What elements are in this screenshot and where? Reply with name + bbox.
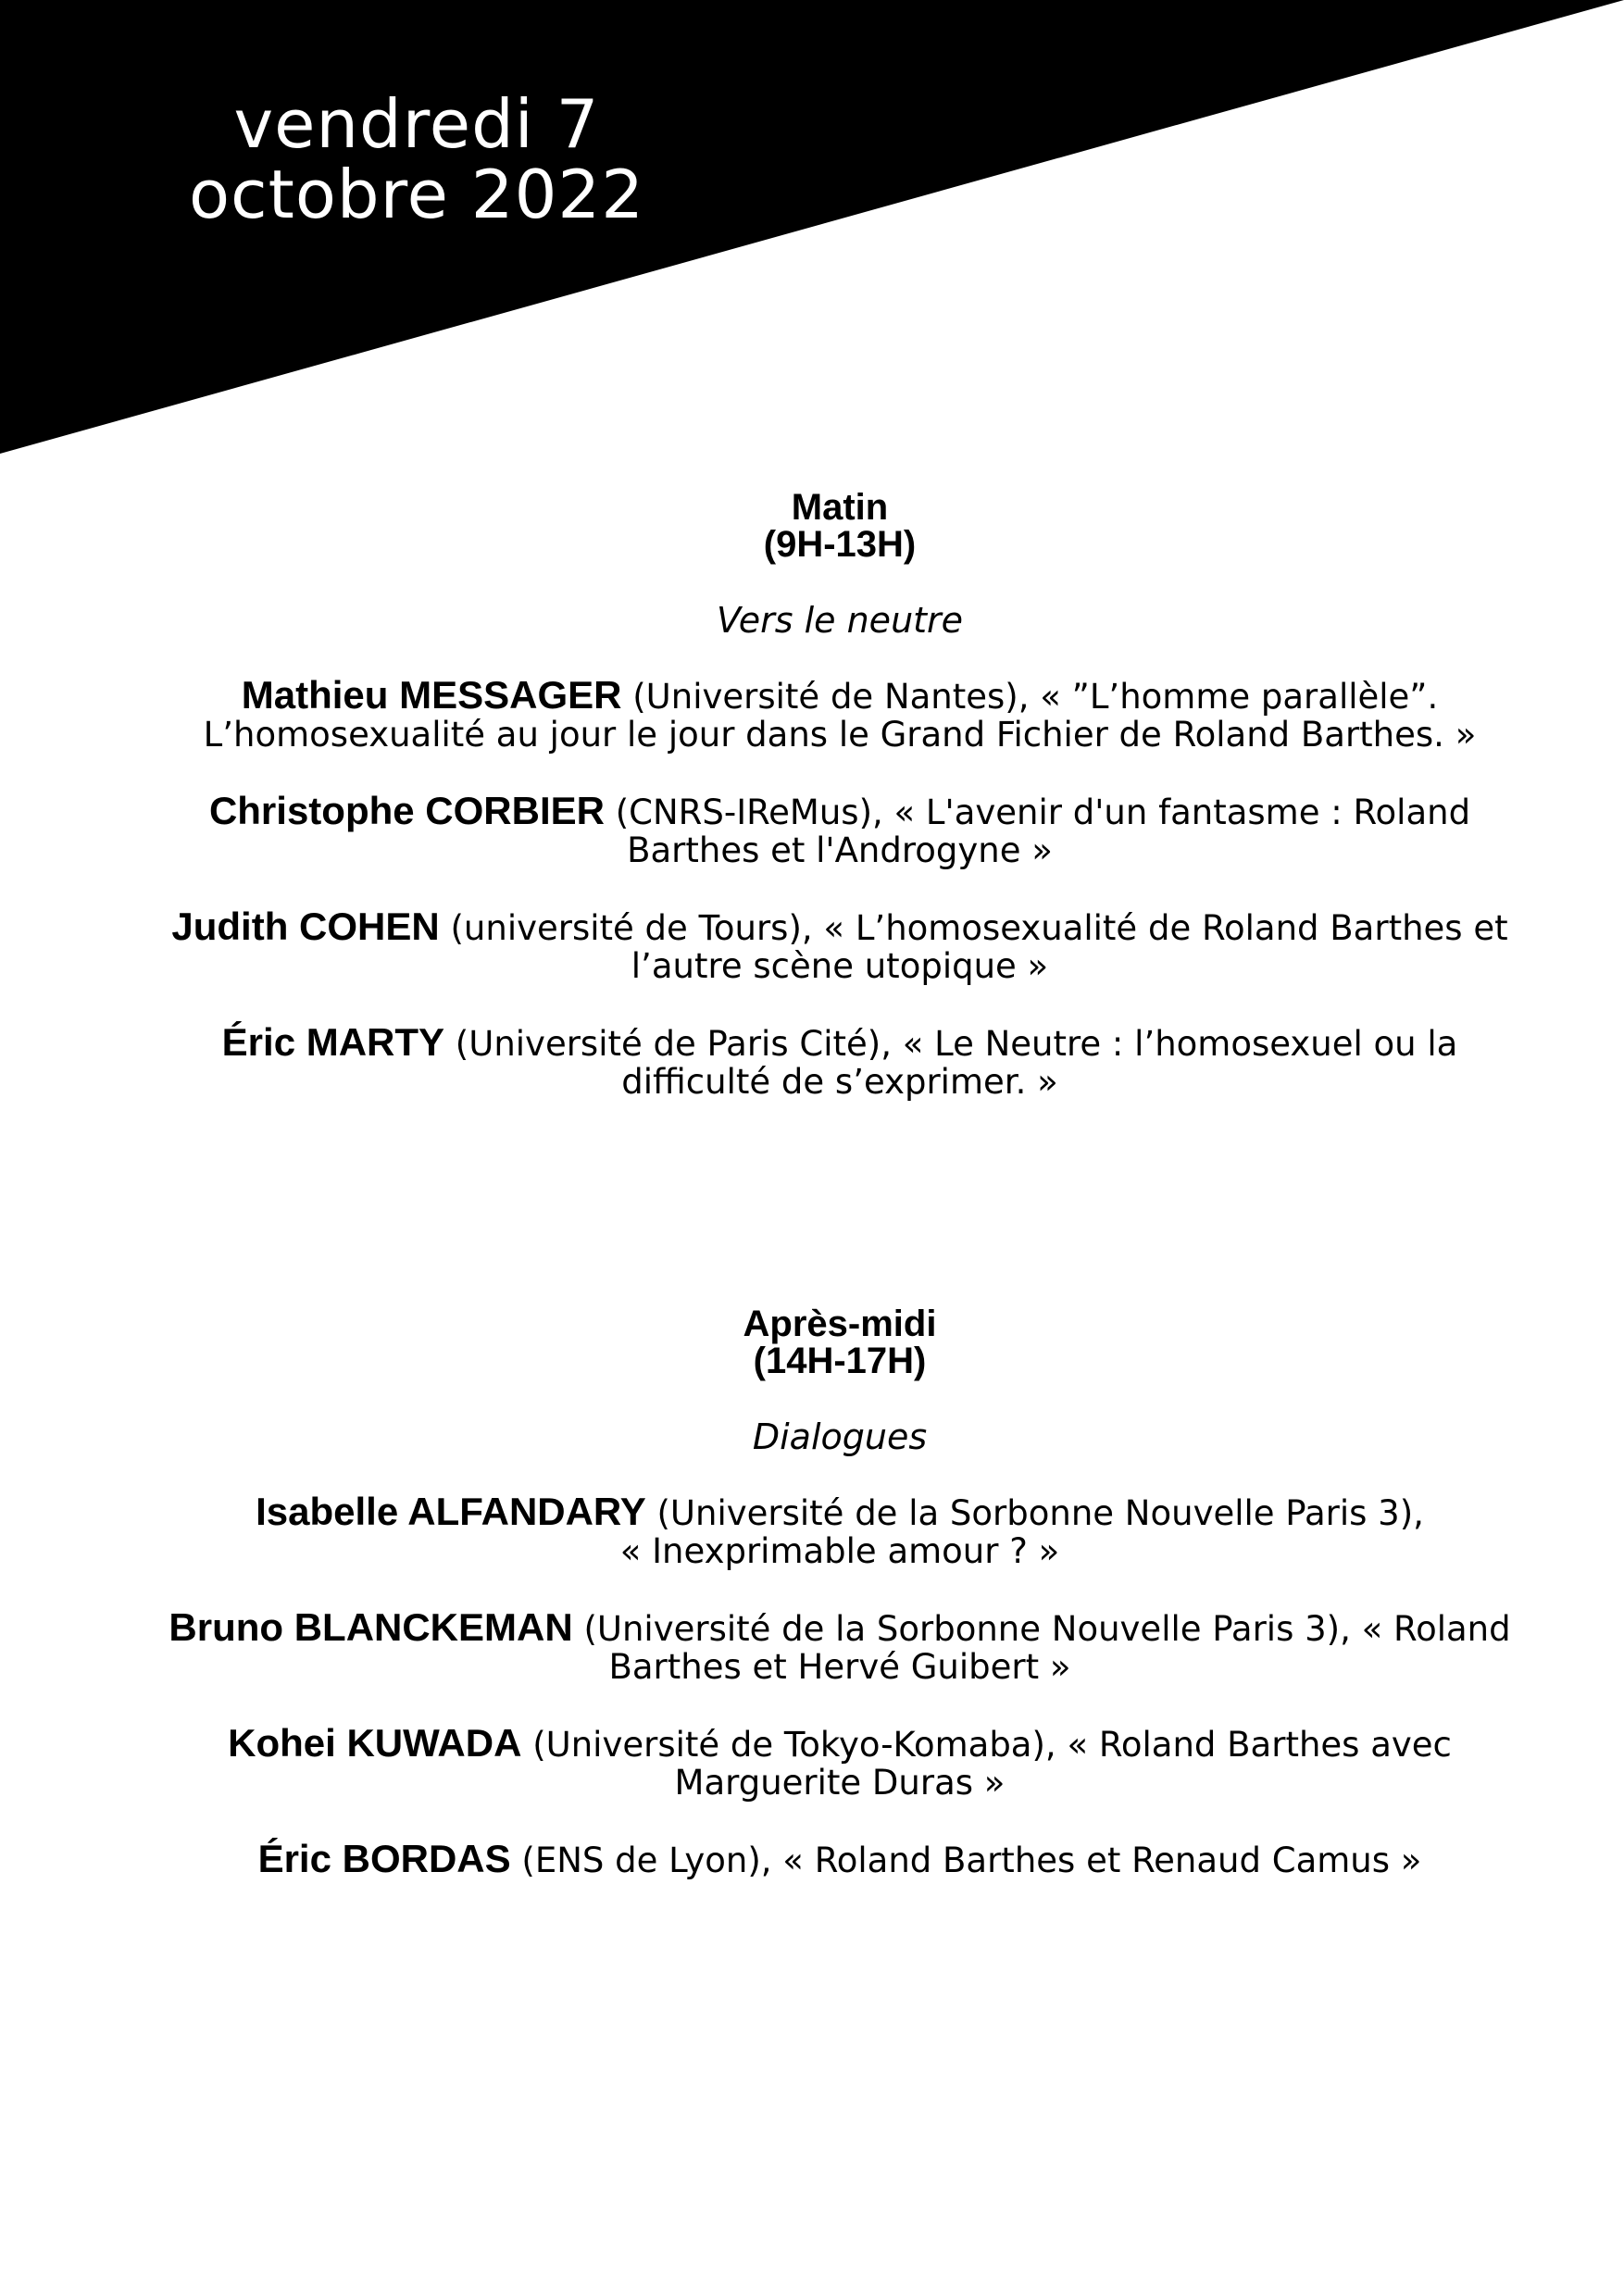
talk-detail: (ENS de Lyon), « Roland Barthes et Renaud Camus » [510,1841,1422,1880]
speaker-name: Judith COHEN [171,905,440,948]
session-theme: Dialogues [752,1416,928,1457]
speaker-name: Christophe CORBIER [208,789,605,832]
talk-item [111,1721,1568,1803]
speaker-name: Éric BORDAS [257,1837,511,1880]
talk-item [111,1020,1568,1102]
talk-item [111,1605,1568,1687]
talk-detail: (Université de Tokyo-Komaba), « Roland Barthes avec [521,1725,1452,1765]
speaker-name: Mathieu MESSAGER [241,673,622,717]
talk-list [111,1492,1568,1879]
date-line-2: octobre 2022 [188,156,645,233]
talk-item [111,789,1568,870]
talk-item [111,907,1568,985]
talk-list [111,673,1568,1102]
talk-detail-continued: Barthes et Hervé Guibert » [608,1647,1071,1687]
talk-detail-continued: l’autre scène utopique » [631,946,1049,986]
speaker-name: Kohei KUWADA [228,1721,522,1765]
session-morning [111,489,1568,1139]
talk-detail: (Université de la Sorbonne Nouvelle Paris 3), [645,1493,1424,1533]
session-name: Après-midi [743,1304,937,1344]
session-title [111,1305,1568,1379]
talk-detail-continued: Marguerite Duras » [674,1763,1006,1803]
session-hours: (14H-17H) [753,1341,927,1381]
speaker-name: Isabelle ALFANDARY [256,1490,646,1533]
date-line-1: vendredi 7 [233,85,600,163]
talk-detail-continued: L’homosexualité au jour le jour dans le Grand Fichier de Roland Barthes. » [203,715,1477,755]
talk-detail: (université de Tours), « L’homosexualité de Roland Barthes et [439,908,1508,948]
talk-item [111,1492,1568,1570]
session-afternoon [111,1305,1568,1917]
session-theme: Vers le neutre [716,600,964,641]
talk-detail: (Université de la Sorbonne Nouvelle Paris 3), « Roland [572,1609,1511,1649]
speaker-name: Bruno BLANCKEMAN [169,1605,573,1649]
session-title [111,489,1568,563]
speaker-name: Éric MARTY [221,1020,445,1064]
talk-detail: (Université de Nantes), « ”L’homme parallèle”. [621,677,1439,717]
talk-item [111,1837,1568,1880]
event-date [139,85,694,233]
session-name: Matin [791,487,889,528]
talk-item [111,673,1568,755]
talk-detail: (CNRS-IReMus), « L'avenir d'un fantasme : Roland [604,792,1471,832]
session-hours: (9H-13H) [763,524,917,565]
talk-detail-continued: Barthes et l'Androgyne » [627,830,1053,870]
talk-detail-continued: « Inexprimable amour ? » [619,1531,1060,1571]
talk-detail-continued: difficulté de s’exprimer. » [621,1062,1058,1102]
talk-detail: (Université de Paris Cité), « Le Neutre : l’homosexuel ou la [444,1024,1458,1064]
